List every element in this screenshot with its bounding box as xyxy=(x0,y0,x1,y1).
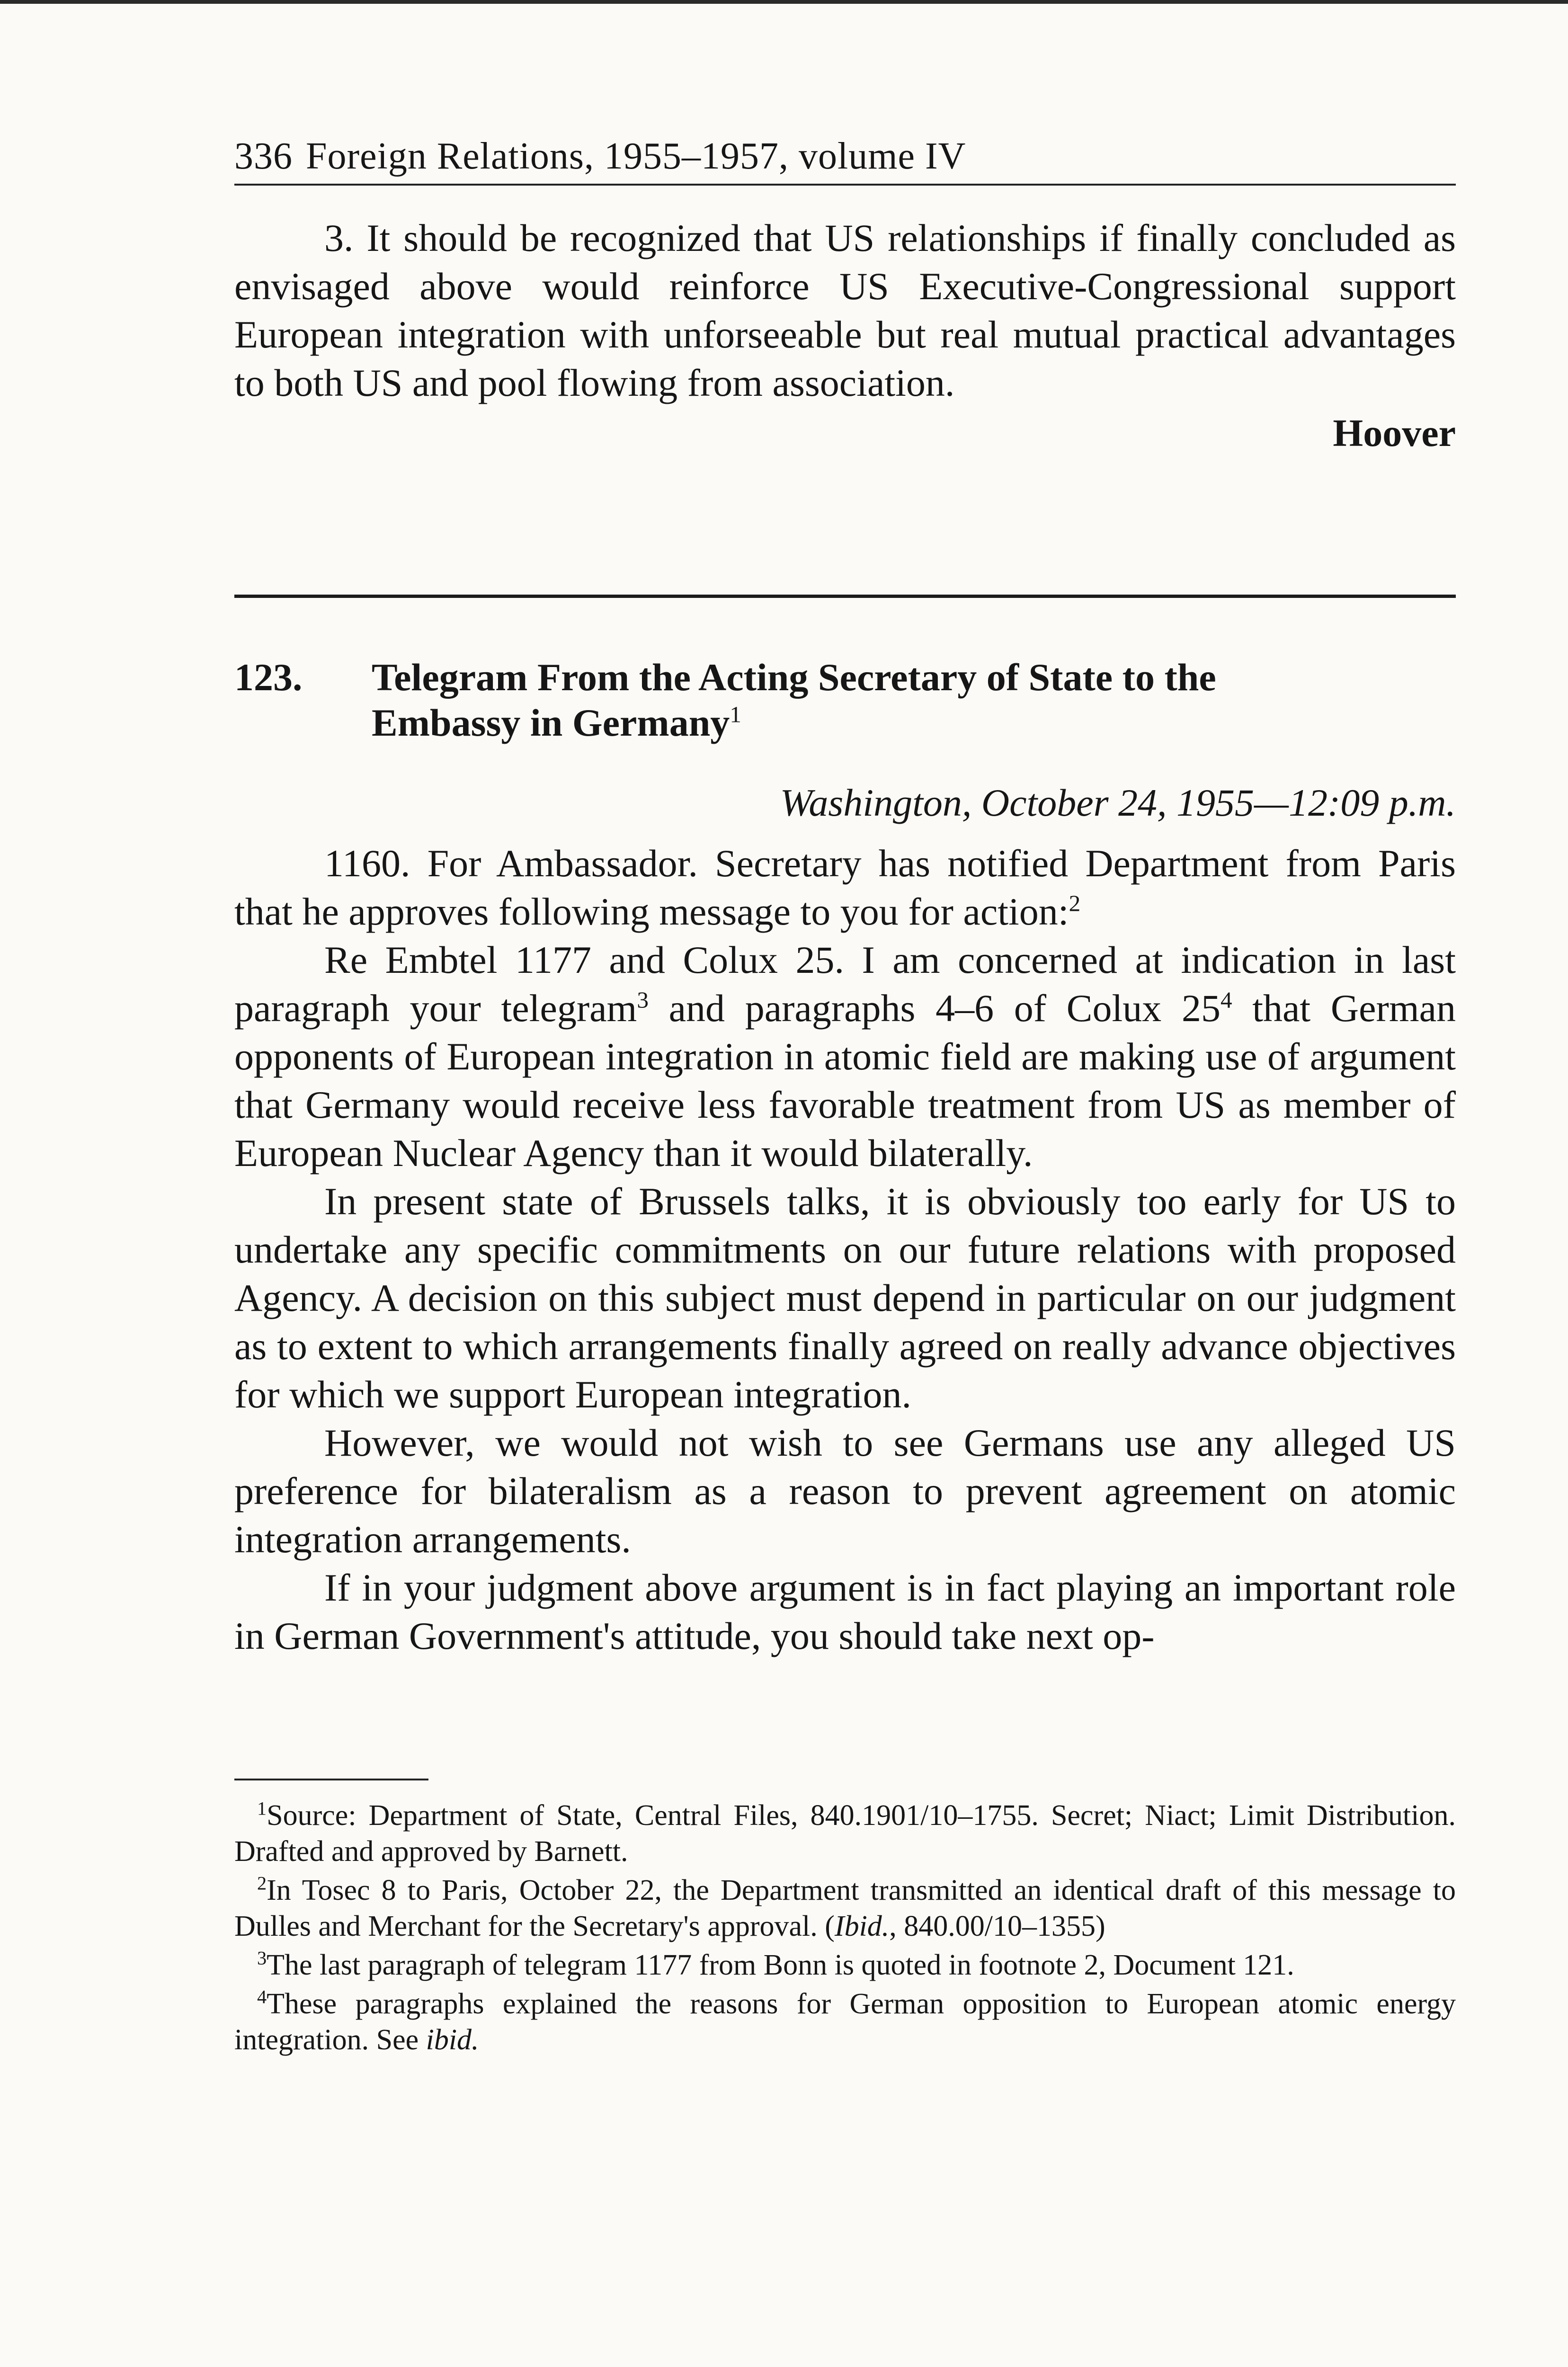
footnote-ref-3: 3 xyxy=(637,987,649,1013)
footnote-ref-2: 2 xyxy=(1069,890,1081,917)
volume-title: Foreign Relations, 1955–1957, volume IV xyxy=(306,135,966,177)
top-edge-rule xyxy=(0,0,1568,4)
telegram-paragraph-2-text-a: Re Embtel 1177 and Colux 25. I am concerned at indication in last paragraph your telegram xyxy=(234,938,1456,1030)
document-number: 123. xyxy=(234,656,303,699)
footnote-2 xyxy=(234,1872,1456,1944)
footnote-4-ibid: ibid. xyxy=(426,2024,479,2056)
telegram-paragraph-2 xyxy=(234,936,1456,1177)
page-number: 336 xyxy=(234,135,293,177)
paragraph-3: 3. It should be recognized that US relationships if finally concluded as envisaged above would reinforce US Executive-Congressional support European integration with unforseeable but real mutual practical advantages to both US and pool flowing from association. xyxy=(234,216,1456,404)
document-separator-rule xyxy=(234,595,1456,598)
telegram-paragraph-1 xyxy=(234,839,1456,936)
dateline: Washington, October 24, 1955—12:09 p.m. xyxy=(780,781,1456,824)
footnote-4 xyxy=(234,1986,1456,2058)
document-title xyxy=(372,655,1456,746)
telegram-body xyxy=(234,839,1456,1660)
footnote-3-text: The last paragraph of telegram 1177 from Bonn is quoted in footnote 2, Document 121. xyxy=(267,1949,1294,1981)
footnotes xyxy=(234,1797,1456,2058)
footnote-1 xyxy=(234,1797,1456,1869)
page xyxy=(234,137,1456,2061)
signature: Hoover xyxy=(1333,411,1456,454)
telegram-paragraph-5: If in your judgment above argument is in fact playing an important role in German Government's attitude, you should take next op- xyxy=(234,1566,1456,1657)
footnote-2-text-b: , 840.00/10–1355) xyxy=(889,1910,1105,1942)
footnote-ref-1: 1 xyxy=(730,701,741,728)
footnote-1-mark: 1 xyxy=(257,1797,267,1819)
footnote-ref-4: 4 xyxy=(1220,987,1232,1013)
running-head xyxy=(234,137,1456,186)
document-heading xyxy=(234,655,1456,746)
telegram-paragraph-3: In present state of Brussels talks, it is obviously too early for US to undertake any specific commitments on our future relations with proposed Agency. A decision on this subject must depend in particular on our judgment as to extent to which arrangements finally agreed on really advance objectives for which we support European integration. xyxy=(234,1180,1456,1416)
previous-document-body xyxy=(234,214,1456,407)
footnote-2-ibid: Ibid. xyxy=(834,1910,890,1942)
footnote-4-text-a: These paragraphs explained the reasons for German opposition to European atomic energy integration. See xyxy=(234,1988,1456,2056)
footnote-3 xyxy=(234,1947,1456,1983)
footnote-2-text-a: In Tosec 8 to Paris, October 22, the Department transmitted an identical draft of this message to Dulles and Merchant for the Secretary's approval. ( xyxy=(234,1874,1456,1942)
footnote-2-mark: 2 xyxy=(257,1872,267,1894)
telegram-paragraph-2-text-c: that German opponents of European integration in atomic field are making use of argument that Germany would receive less favorable treatment from US as member of European Nuclear Agency than it would bilaterally. xyxy=(234,987,1456,1175)
footnote-1-text: Source: Department of State, Central Files, 840.1901/10–1755. Secret; Niact; Limit Distribution. Drafted and approved by Barnett. xyxy=(234,1799,1456,1868)
footnote-rule xyxy=(234,1779,428,1780)
document-title-text: Telegram From the Acting Secretary of State to the Embassy in Germany xyxy=(372,656,1216,744)
telegram-paragraph-2-text-b: and paragraphs 4–6 of Colux 25 xyxy=(648,987,1221,1030)
footnote-3-mark: 3 xyxy=(257,1947,267,1969)
telegram-paragraph-4: However, we would not wish to see Germans use any alleged US preference for bilateralism as a reason to prevent agreement on atomic integration arrangements. xyxy=(234,1421,1456,1561)
footnote-4-mark: 4 xyxy=(257,1986,267,2008)
telegram-paragraph-1-text: 1160. For Ambassador. Secretary has notified Department from Paris that he approves following message to you for action: xyxy=(234,842,1456,933)
